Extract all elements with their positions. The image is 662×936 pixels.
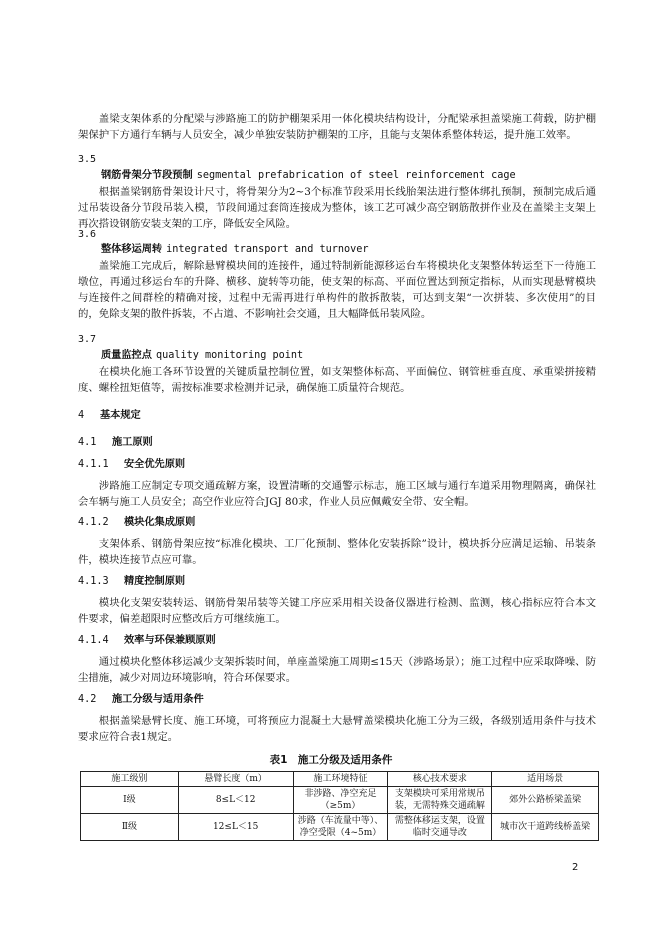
heading-4-1-4 — [78, 634, 216, 648]
table-cell: Ⅰ级 — [81, 787, 179, 814]
heading-4-1-3 — [78, 575, 185, 589]
table-header-cell: 悬臂长度（m） — [178, 772, 293, 787]
table-header-cell: 适用场景 — [492, 772, 599, 787]
heading-4 — [78, 409, 141, 423]
heading-4-1-3-title: 精度控制原则 — [124, 576, 186, 587]
table-cell: 需整体移运支架，设置临时交通导改 — [388, 814, 492, 841]
term-3-5 — [101, 169, 516, 183]
heading-4-2-number: 4.2 — [78, 694, 97, 705]
table-row — [81, 814, 599, 841]
paragraph-4-1-1: 涉路施工应制定专项交通疏解方案，设置清晰的交通警示标志，施工区域与通行车道采用物理隔离，确保社会车辆与施工人员安全；高空作业应符合JGJ 80求，作业人员应佩戴安全带、安全帽。 — [78, 480, 596, 508]
table-header-row — [81, 772, 599, 787]
heading-4-2 — [78, 693, 204, 707]
heading-4-1-1-title: 安全优先原则 — [124, 459, 186, 470]
heading-4-1-1 — [78, 458, 185, 472]
term-3-5-chinese: 钢筋骨架分节段预制 — [101, 170, 193, 181]
table-cell: Ⅱ级 — [81, 814, 179, 841]
paragraph-3-6: 盖梁施工完成后，解除悬臂模块间的连接件，通过特制新能源移运台车将模块化支架整体转运至下一待施工墩位，再通过移运台车的升降、横移、旋转等功能，使支架的标高、平面位置达到预定指标，从而实现悬臂模块与连接件之间群栓的精确对接，过程中无需再进行单构件的散拆散装，可达到支架“一次拼装、多次使用”的目的，免除支架的散件拆装，不占道、不影响社会交通，且大幅降低吊装风险。 — [78, 260, 596, 320]
table-cell: 非涉路、净空充足（≥5m） — [293, 787, 388, 814]
heading-4-1-1-number: 4.1.1 — [78, 459, 109, 470]
heading-4-1-2-title: 模块化集成原则 — [124, 517, 196, 528]
heading-4-title: 基本规定 — [100, 410, 141, 421]
table-header-cell: 核心技术要求 — [388, 772, 492, 787]
paragraph-4-1-2: 支架体系、钢筋骨架应按“标准化模块、工厂化预制、整体化安装拆除”设计，模块拆分应满足运输、吊装条件，模块连接节点应可靠。 — [78, 538, 596, 566]
page-number: 2 — [572, 862, 579, 873]
term-3-6 — [101, 243, 369, 257]
term-3-6-chinese: 整体移运周转 — [101, 244, 163, 255]
table-caption: 表1 施工分级及适用条件 — [269, 754, 393, 766]
term-3-7 — [101, 349, 303, 363]
term-3-7-chinese: 质量监控点 — [101, 350, 152, 361]
section-number-3-5: 3.5 — [78, 154, 97, 165]
heading-4-1 — [78, 436, 153, 450]
term-3-5-english: segmental prefabrication of steel reinforcement cage — [196, 170, 516, 181]
heading-4-number: 4 — [78, 410, 85, 421]
table-header-cell: 施工级别 — [81, 772, 179, 787]
heading-4-1-number: 4.1 — [78, 437, 97, 448]
section-number-3-7: 3.7 — [78, 334, 97, 345]
paragraph-3-7: 在模块化施工各环节设置的关键质量控制位置，如支架整体标高、平面偏位、钢管桩垂直度、承重梁拼接精度、螺栓扭矩值等，需按标准要求检测并记录，确保施工质量符合规范。 — [78, 366, 596, 394]
paragraph-4-1-4: 通过模块化整体移运减少支架拆装时间，单座盖梁施工周期≤15天（涉路场景）；施工过程中应采取降噪、防尘措施，减少对周边环境影响，符合环保要求。 — [78, 656, 596, 684]
term-3-6-english: integrated transport and turnover — [166, 244, 369, 255]
heading-4-1-2-number: 4.1.2 — [78, 517, 109, 528]
heading-4-1-title: 施工原则 — [112, 437, 153, 448]
heading-4-1-4-title: 效率与环保兼顾原则 — [124, 635, 216, 646]
table-cell: 8≤L＜12 — [178, 787, 293, 814]
heading-4-2-title: 施工分级与适用条件 — [112, 694, 204, 705]
heading-4-1-3-number: 4.1.3 — [78, 576, 109, 587]
paragraph-3-5: 根据盖梁钢筋骨架设计尺寸，将骨架分为2~3个标准节段采用长线胎架法进行整体绑扎预制，预制完成后通过吊装设备分节段吊装入模，节段间通过套筒连接成为整体，该工艺可减少高空钢筋散拼作业及在盖梁主支架上再次搭设钢筋安装支架的工序，降低安全风险。 — [78, 186, 596, 230]
heading-4-1-2 — [78, 516, 195, 530]
table-cell: 支架模块可采用常规吊装，无需特殊交通疏解 — [388, 787, 492, 814]
heading-4-1-4-number: 4.1.4 — [78, 635, 109, 646]
table-cell: 郊外公路桥梁盖梁 — [492, 787, 599, 814]
table-header-cell: 施工环境特征 — [293, 772, 388, 787]
paragraph-4-2: 根据盖梁悬臂长度、施工环境，可将预应力混凝土大悬臂盖梁模块化施工分为三级，各级别适用条件与技术要求应符合表1规定。 — [78, 715, 596, 743]
table-cell: 12≤L＜15 — [178, 814, 293, 841]
table-row — [81, 787, 599, 814]
paragraph-intro: 盖梁支架体系的分配梁与涉路施工的防护棚架采用一体化模块结构设计，分配梁承担盖梁施工荷载，防护棚架保护下方通行车辆与人员安全，减少单独安装防护棚架的工序，且能与支架体系整体转运，提升施工效率。 — [78, 113, 596, 141]
section-number-3-6: 3.6 — [78, 229, 97, 240]
table-cell: 涉路（车流量中等）、净空受限（4~5m） — [293, 814, 388, 841]
grading-table — [80, 771, 599, 841]
table-cell: 城市次干道跨线桥盖梁 — [492, 814, 599, 841]
paragraph-4-1-3: 模块化支架安装转运、钢筋骨架吊装等关键工序应采用相关设备仪器进行检测、监测，核心指标应符合本文件要求，偏差超限时应整改后方可继续施工。 — [78, 597, 596, 625]
term-3-7-english: quality monitoring point — [155, 350, 304, 361]
